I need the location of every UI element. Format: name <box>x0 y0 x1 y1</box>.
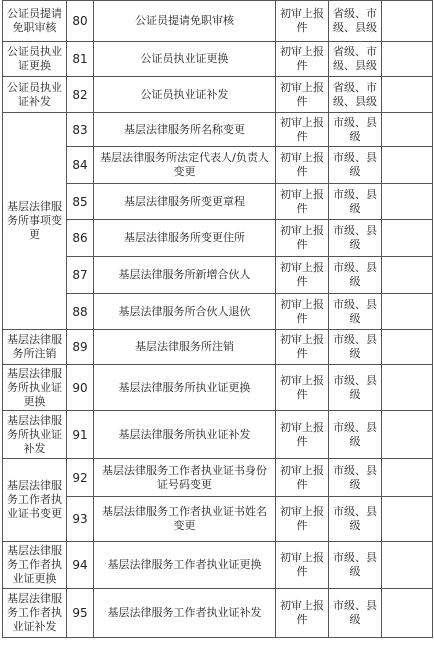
note-cell <box>382 184 433 220</box>
scope-cell: 市级、县级 <box>329 542 382 589</box>
number-cell: 92 <box>67 459 94 497</box>
item-name-cell: 基层法律服务所变更住所 <box>94 220 276 257</box>
number-cell: 80 <box>67 1 94 42</box>
note-cell <box>382 411 433 459</box>
category-cell: 公证员提请免职审核 <box>3 1 67 42</box>
level-cell: 初审上报件 <box>276 147 329 184</box>
note-cell <box>382 589 433 638</box>
note-cell <box>382 257 433 294</box>
number-cell: 95 <box>67 589 94 638</box>
table-row <box>3 542 433 589</box>
item-name-cell: 基层法律服务所新增合伙人 <box>94 257 276 294</box>
number-cell: 88 <box>67 294 94 330</box>
level-cell: 初审上报件 <box>276 220 329 257</box>
scope-cell: 市级、县级 <box>329 365 382 411</box>
table-row <box>3 365 433 411</box>
table-row <box>3 257 433 294</box>
category-cell: 基层法律服务所执业证补发 <box>3 411 67 459</box>
scope-cell: 市级、县级 <box>329 294 382 330</box>
table-row <box>3 42 433 77</box>
level-cell: 初审上报件 <box>276 294 329 330</box>
note-cell <box>382 294 433 330</box>
level-cell: 初审上报件 <box>276 589 329 638</box>
service-items-table <box>2 0 433 638</box>
category-cell: 基层法律服务所注销 <box>3 330 67 365</box>
number-cell: 94 <box>67 542 94 589</box>
table-row <box>3 459 433 497</box>
scope-cell: 市级、县级 <box>329 589 382 638</box>
category-cell: 基层法律服务所事项变更 <box>3 113 67 330</box>
scope-cell: 市级、县级 <box>329 147 382 184</box>
item-name-cell: 基层法律服务工作者执业证更换 <box>94 542 276 589</box>
item-name-cell: 公证员执业证补发 <box>94 77 276 113</box>
note-cell <box>382 1 433 42</box>
category-cell: 公证员执业证补发 <box>3 77 67 113</box>
item-name-cell: 基层法律服务工作者执业证书身份证号码变更 <box>94 459 276 497</box>
note-cell <box>382 220 433 257</box>
table-row <box>3 184 433 220</box>
category-cell: 基层法律服务工作者执业证更换 <box>3 542 67 589</box>
level-cell: 初审上报件 <box>276 184 329 220</box>
level-cell: 初审上报件 <box>276 1 329 42</box>
category-cell: 基层法律服务所执业证更换 <box>3 365 67 411</box>
scope-cell: 市级、县级 <box>329 220 382 257</box>
scope-cell: 省级、市级、县级 <box>329 77 382 113</box>
note-cell <box>382 459 433 497</box>
item-name-cell: 基层法律服务所变更章程 <box>94 184 276 220</box>
item-name-cell: 基层法律服务所合伙人退伙 <box>94 294 276 330</box>
level-cell: 初审上报件 <box>276 542 329 589</box>
level-cell: 初审上报件 <box>276 330 329 365</box>
table-row <box>3 1 433 42</box>
table-row <box>3 411 433 459</box>
scope-cell: 省级、市级、县级 <box>329 42 382 77</box>
number-cell: 85 <box>67 184 94 220</box>
number-cell: 83 <box>67 113 94 147</box>
item-name-cell: 公证员执业证更换 <box>94 42 276 77</box>
item-name-cell: 基层法律服务所注销 <box>94 330 276 365</box>
number-cell: 90 <box>67 365 94 411</box>
table-row <box>3 77 433 113</box>
scope-cell: 市级、县级 <box>329 184 382 220</box>
item-name-cell: 基层法律服务工作者执业证补发 <box>94 589 276 638</box>
level-cell: 初审上报件 <box>276 77 329 113</box>
number-cell: 91 <box>67 411 94 459</box>
note-cell <box>382 113 433 147</box>
scope-cell: 市级、县级 <box>329 113 382 147</box>
item-name-cell: 基层法律服务所执业证补发 <box>94 411 276 459</box>
scope-cell: 市级、县级 <box>329 497 382 542</box>
note-cell <box>382 147 433 184</box>
note-cell <box>382 42 433 77</box>
category-cell: 基层法律服务工作者执业证补发 <box>3 589 67 638</box>
item-name-cell: 公证员提请免职审核 <box>94 1 276 42</box>
level-cell: 初审上报件 <box>276 411 329 459</box>
table-row <box>3 294 433 330</box>
table-row <box>3 113 433 147</box>
number-cell: 81 <box>67 42 94 77</box>
note-cell <box>382 330 433 365</box>
scope-cell: 市级、县级 <box>329 257 382 294</box>
note-cell <box>382 542 433 589</box>
note-cell <box>382 497 433 542</box>
note-cell <box>382 77 433 113</box>
item-name-cell: 基层法律服务所名称变更 <box>94 113 276 147</box>
number-cell: 84 <box>67 147 94 184</box>
table-row <box>3 497 433 542</box>
level-cell: 初审上报件 <box>276 365 329 411</box>
level-cell: 初审上报件 <box>276 459 329 497</box>
note-cell <box>382 365 433 411</box>
table-row <box>3 330 433 365</box>
level-cell: 初审上报件 <box>276 113 329 147</box>
scope-cell: 市级、县级 <box>329 459 382 497</box>
table-row <box>3 589 433 638</box>
table-row <box>3 220 433 257</box>
table-row <box>3 147 433 184</box>
level-cell: 初审上报件 <box>276 497 329 542</box>
level-cell: 初审上报件 <box>276 42 329 77</box>
number-cell: 89 <box>67 330 94 365</box>
category-cell: 公证员执业证更换 <box>3 42 67 77</box>
item-name-cell: 基层法律服务所法定代表人/负责人变更 <box>94 147 276 184</box>
number-cell: 82 <box>67 77 94 113</box>
number-cell: 86 <box>67 220 94 257</box>
item-name-cell: 基层法律服务工作者执业证书姓名变更 <box>94 497 276 542</box>
category-cell: 基层法律服务工作者执业证书变更 <box>3 459 67 542</box>
item-name-cell: 基层法律服务所执业证更换 <box>94 365 276 411</box>
scope-cell: 省级、市级、县级 <box>329 1 382 42</box>
scope-cell: 市级、县级 <box>329 411 382 459</box>
number-cell: 93 <box>67 497 94 542</box>
number-cell: 87 <box>67 257 94 294</box>
level-cell: 初审上报件 <box>276 257 329 294</box>
scope-cell: 市级、县级 <box>329 330 382 365</box>
